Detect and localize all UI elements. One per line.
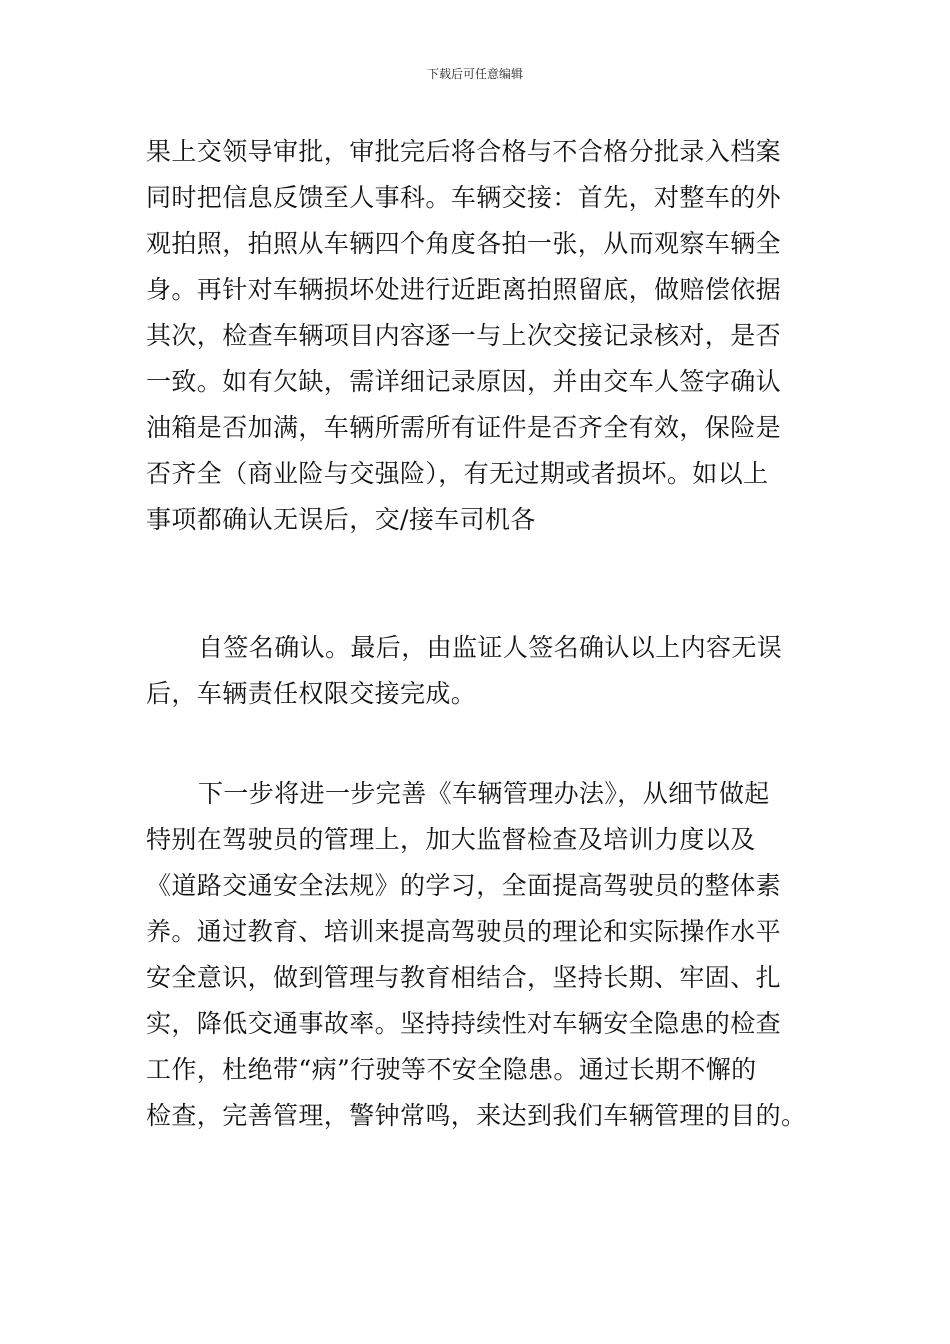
text-line: 养。通过教育、培训来提高驾驶员的理论和实际操作水平 — [146, 917, 782, 946]
page-header: 下载后可任意编辑 — [426, 67, 523, 81]
text-line: 特别在驾驶员的管理上，加大监督检查及培训力度以及 — [146, 825, 756, 854]
paragraph-next-steps — [146, 771, 808, 1139]
paragraph-vehicle-handover — [146, 129, 808, 543]
text-line: 否齐全（商业险与交强险），有无过期或者损坏。如以上 — [146, 459, 769, 488]
text-line: 下一步将进一步完善《车辆管理办法》，从细节做起 — [198, 779, 770, 808]
text-line: 身。再针对车辆损坏处进行近距离拍照留底，做赔偿依据 — [146, 275, 782, 304]
text-line: 自签名确认。最后，由监证人签名确认以上内容无误 — [198, 633, 783, 662]
text-line: 检查，完善管理，警钟常鸣，来达到我们车辆管理的目的。 — [146, 1101, 807, 1130]
text-line: 安全意识，做到管理与教育相结合，坚持长期、牢固、扎 — [146, 963, 782, 992]
text-line: 《道路交通安全法规》的学习，全面提高驾驶员的整体素 — [146, 871, 782, 900]
text-line: 实，降低交通事故率。坚持持续性对车辆安全隐患的检查 — [146, 1009, 782, 1038]
paragraph-signature-confirmation — [146, 625, 808, 717]
text-line: 油箱是否加满，车辆所需所有证件是否齐全有效，保险是 — [146, 413, 782, 442]
text-line: 工作，杜绝带“病”行驶等不安全隐患。通过长期不懈的 — [146, 1055, 757, 1084]
text-line: 一致。如有欠缺，需详细记录原因，并由交车人签字确认 — [146, 367, 782, 396]
text-line: 观拍照，拍照从车辆四个角度各拍一张，从而观察车辆全 — [146, 229, 782, 258]
text-line: 同时把信息反馈至人事科。车辆交接：首先，对整车的外 — [146, 183, 782, 212]
text-line: 后，车辆责任权限交接完成。 — [146, 679, 477, 708]
text-line: 其次，检查车辆项目内容逐一与上次交接记录核对，是否 — [146, 321, 782, 350]
text-line: 果上交领导审批，审批完后将合格与不合格分批录入档案 — [146, 137, 782, 166]
text-line: 事项都确认无误后，交/接车司机各 — [146, 505, 536, 534]
